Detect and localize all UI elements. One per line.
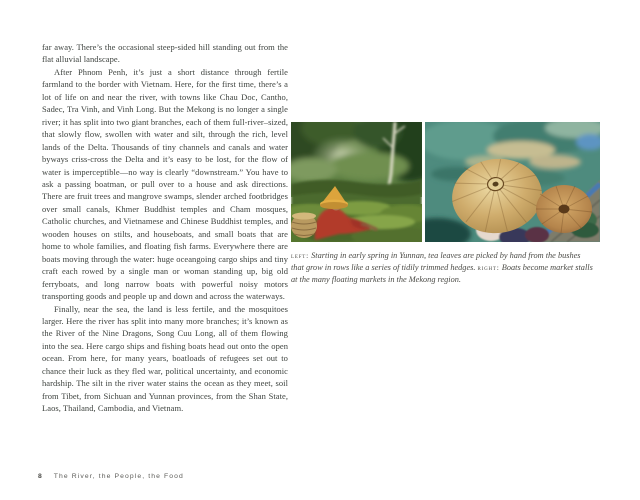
- photo-caption: [291, 250, 595, 287]
- caption-left-text: Starting in early spring in Yunnan, tea leaves are picked by hand from the bushes that grow in rows like a series of tidily trimmed hedges.: [291, 251, 581, 273]
- paragraph: far away. There’s the occasional steep-sided hill standing out from the flat alluvial landscape.: [42, 42, 288, 65]
- paragraph: Finally, near the sea, the land is less fertile, and the mosquitoes larger. Here the river has split into many more branches; it’s known as the River of the Nine Dragons, Song Cuu Long, all of them flowing into the sea. Here cargo ships and fishing boats head out onto the open ocean. From here, for many years, boatloads of refugees set out to chance their luck as they fled war, political uncertainty, and economic hardship. The silt in the river water stains the ocean as they meet, soil from Tibet, from Sichuan and Yunnan provinces, from the Shan State, Laos, Thailand, Cambodia, and Vietnam.: [42, 303, 288, 414]
- floating-market-photo: [425, 122, 600, 242]
- caption-right-text: Boats become market stalls at the many floating markets in the Mekong region.: [291, 263, 593, 285]
- body-text-column: [42, 41, 288, 415]
- tea-picking-photo: [291, 122, 422, 242]
- page-footer: [38, 473, 184, 480]
- running-title: The River, the People, the Food: [53, 473, 184, 480]
- caption-right-label: right:: [477, 263, 500, 273]
- paragraph: After Phnom Penh, it’s just a short distance through fertile farmland to the border with Vietnam. Here, for the first time, there’s a lot of life on and near the river, with towns like Chau Doc, Cantho, Sadec, Tra Vinh, and Vinh Long. But the Mekong is no longer a single river; it has split into two giant branches, each of them full-river–sized, that slowly flow, swollen with water and silt, through the rich, level lands of the Delta. Thousands of tiny channels and canals and water byways criss-cross the Delta and it’s easy to be lost, for the flow of water is imperceptible—no way is clearly “downstream.” You have to ask a passing boatman, or pull over to a house and ask directions. There are fruit trees and mangrove swamps, slender arched footbridges over small canals, Khmer Buddhist temples and Cham mosques, Catholic churches, and Vietnamese and Chinese Buddhist temples, and wooden houses on stilts, and houseboats, and small boats that are home to whole families, and floating fish farms. Everywhere there are boats moving through the water: huge oceangoing cargo ships and tiny craft each rowed by a single man or woman standing up, big old ferryboats, and long narrow boats with powerful noisy motors transporting goods and people up and down and across the waterways.: [42, 66, 288, 302]
- page-number: 8: [38, 473, 42, 480]
- caption-left-label: left:: [291, 251, 310, 260]
